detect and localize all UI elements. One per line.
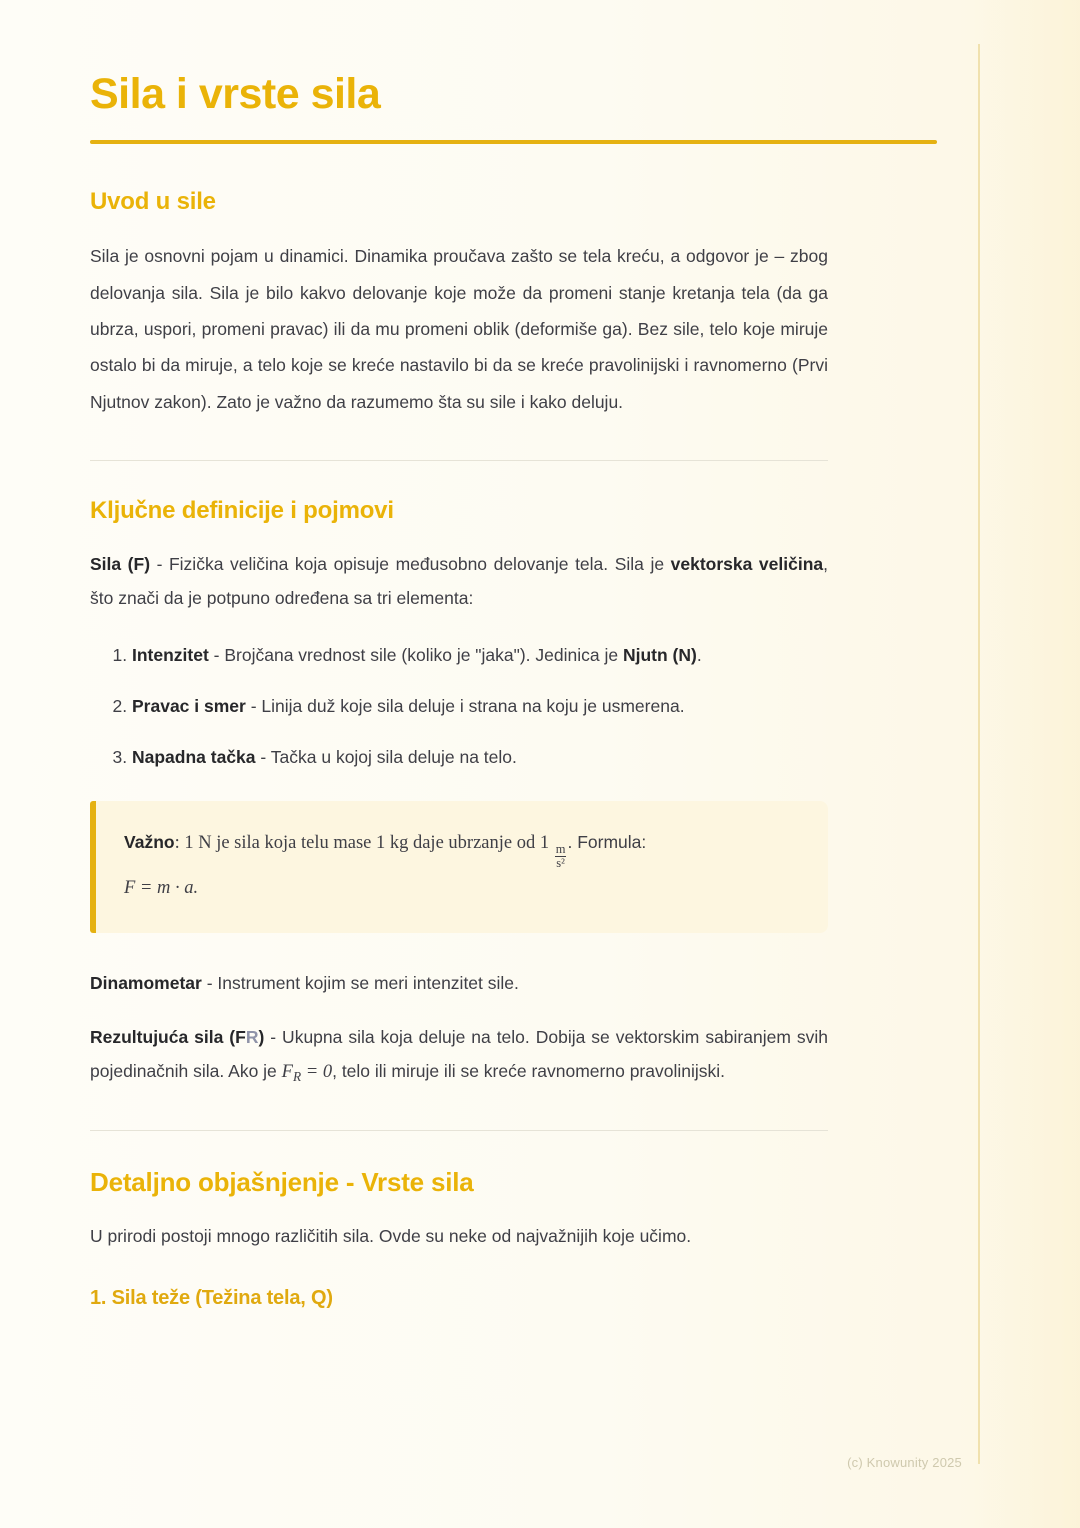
list-term-pravac-smer: Pravac i smer xyxy=(132,696,246,717)
term-rezultujuca-subscript: R xyxy=(245,1026,259,1047)
definition-dinamometar xyxy=(90,967,828,1000)
page-margin-rule xyxy=(978,44,980,1464)
formula-newton-second-law: F = m · a. xyxy=(124,878,199,899)
unit-fraction xyxy=(555,843,567,870)
formula-fr-zero: $F_R = 0$ xyxy=(281,1061,333,1084)
definition-list xyxy=(90,641,828,772)
list-item xyxy=(132,743,828,773)
section-heading-definicije: Ključne definicije i pojmovi xyxy=(90,497,394,525)
definition-rezultujuca-sila xyxy=(90,1020,828,1090)
definition-rezultujuca-text-2: , telo ili miruje ili se kreće ravnomerno pravolinijski. xyxy=(332,1060,726,1081)
term-rezultujuca-pre: Rezultujuća sila (F xyxy=(90,1026,246,1047)
definition-sila-text-1: Fizička veličina koja opisuje međusobno delovanje tela. Sila je xyxy=(168,554,671,575)
unit-numerator: m xyxy=(555,842,566,857)
subsection-sila-teze: 1. Sila teže (Težina tela, Q) xyxy=(90,1287,333,1310)
callout-text xyxy=(124,825,800,907)
definition-sila-text-2: , što znači da je potpuno određena sa tri elementa: xyxy=(90,554,828,609)
dash-1: - xyxy=(150,554,169,575)
section-divider-2 xyxy=(90,1130,828,1131)
document-content xyxy=(90,70,828,1310)
paragraph-vrste-sila: U prirodi postoji mnogo različitih sila. Ovde su neke od najvažnijih koje učimo. xyxy=(90,1225,692,1246)
list-tail-intenzitet: . xyxy=(696,645,702,666)
list-term-napadna-tacka: Napadna tačka xyxy=(132,746,256,767)
page-title: Sila i vrste sila xyxy=(90,70,381,118)
callout-text-2: . Formula: xyxy=(567,831,647,852)
definition-sila xyxy=(90,547,828,615)
list-text-intenzitet: - Brojčana vrednost sile (koliko je "jaka"). Jedinica je xyxy=(208,645,623,666)
term-rezultujuca-sila xyxy=(90,1027,264,1047)
section-heading-uvod: Uvod u sile xyxy=(90,188,216,216)
section-heading-vrste-sila: Detaljno objašnjenje - Vrste sila xyxy=(90,1166,474,1197)
list-item xyxy=(132,692,828,722)
definition-dinamometar-text: - Instrument kojim se meri intenzitet sile. xyxy=(201,972,519,993)
definition-rezultujuca-text-1: - Ukupna sila koja deluje na telo. Dobija se vektorskim sabiranjem svih pojedinačnih sila. Ako je xyxy=(90,1026,828,1081)
unit-denominator: s² xyxy=(556,856,565,871)
list-term-njutn: Njutn (N) xyxy=(622,645,697,666)
list-text-napadna-tacka: - Tačka u kojoj sila deluje na telo. xyxy=(255,746,517,767)
term-dinamometar: Dinamometar xyxy=(90,972,202,993)
paragraph-uvod: Sila je osnovni pojam u dinamici. Dinamika proučava zašto se tela kreću, a odgovor je – zbog delovanja sila. Sila je bilo kakvo delovanje koje može da promeni stanje kretanja tela (da ga ubrza, uspori, promeni pravac) ili da mu promeni oblik (deformiše ga). Bez sile, telo koje miruje ostalo bi da miruje, a telo koje se kreće nastavilo bi da se kreće pravolinijski i ravnomerno (Prvi Njutnov zakon). Zato je važno da razumemo šta su sile i kako deluju. xyxy=(90,246,828,412)
callout-text-1: : 1 N je sila koja telu mase 1 kg daje ubrzanje od 1 xyxy=(174,832,554,853)
list-text-pravac-smer: - Linija duž koje sila deluje i strana na koju je usmerena. xyxy=(245,696,685,717)
section-divider-1 xyxy=(90,460,828,461)
term-rezultujuca-post: ) xyxy=(258,1026,265,1047)
callout-vazno xyxy=(90,801,828,933)
title-underline xyxy=(90,140,937,144)
callout-label: Važno xyxy=(124,831,175,852)
term-sila: Sila (F) xyxy=(90,554,151,575)
footer-copyright: (c) Knowunity 2025 xyxy=(847,1455,962,1470)
list-item xyxy=(132,641,828,671)
list-term-intenzitet: Intenzitet xyxy=(132,645,209,666)
page-margin-shading xyxy=(972,0,1080,1528)
term-vektorska-velicina: vektorska veličina xyxy=(670,554,824,575)
